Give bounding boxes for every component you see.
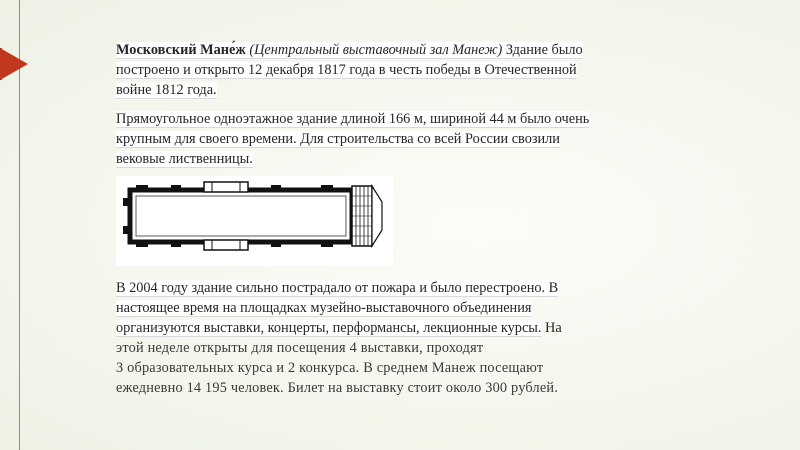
- manege-subtitle: (Центральный выставочный зал Манеж): [249, 42, 503, 58]
- paragraph1-line1-tail: Здание было: [502, 42, 583, 58]
- paragraph2-line3: вековые лиственницы.: [116, 151, 253, 167]
- manege-title: Московский Мане́ж: [116, 42, 246, 58]
- paragraph-history: [116, 40, 636, 100]
- paragraph3-line4: этой неделе открыты для посещения 4 выставки, проходят: [116, 340, 484, 356]
- paragraph-dimensions: [116, 109, 636, 169]
- paragraph3-line6: ежедневно 14 195 человек. Билет на выставку стоит около 300 рублей.: [116, 380, 558, 396]
- paragraph3-line1: В 2004 году здание сильно пострадало от пожара и было перестроено. В: [116, 280, 559, 296]
- paragraph3-line2: настоящее время на площадках музейно-выставочного объединения: [116, 300, 532, 316]
- paragraph2-line1: Прямоугольное одноэтажное здание длиной 166 м, шириной 44 м было очень: [116, 111, 590, 127]
- paragraph3-line3: организуются выставки, концерты, перформансы, лекционные курсы.: [116, 320, 542, 336]
- paragraph1-line3: войне 1812 года.: [116, 82, 217, 98]
- paragraph1-line2: построено и открыто 12 декабря 1817 года в честь победы в Отечественной: [116, 62, 577, 78]
- paragraph3-line3-tail: На: [541, 320, 562, 336]
- building-floor-plan-icon: [116, 176, 393, 266]
- building-floor-plan-image: [116, 176, 393, 266]
- paragraph3-line5: 3 образовательных курса и 2 конкурса. В среднем Манеж посещают: [116, 360, 544, 376]
- paragraph-today: [116, 278, 636, 398]
- paragraph2-line2: крупным для своего времени. Для строительства со всей России свозили: [116, 131, 560, 147]
- accent-flag-icon: [0, 48, 28, 80]
